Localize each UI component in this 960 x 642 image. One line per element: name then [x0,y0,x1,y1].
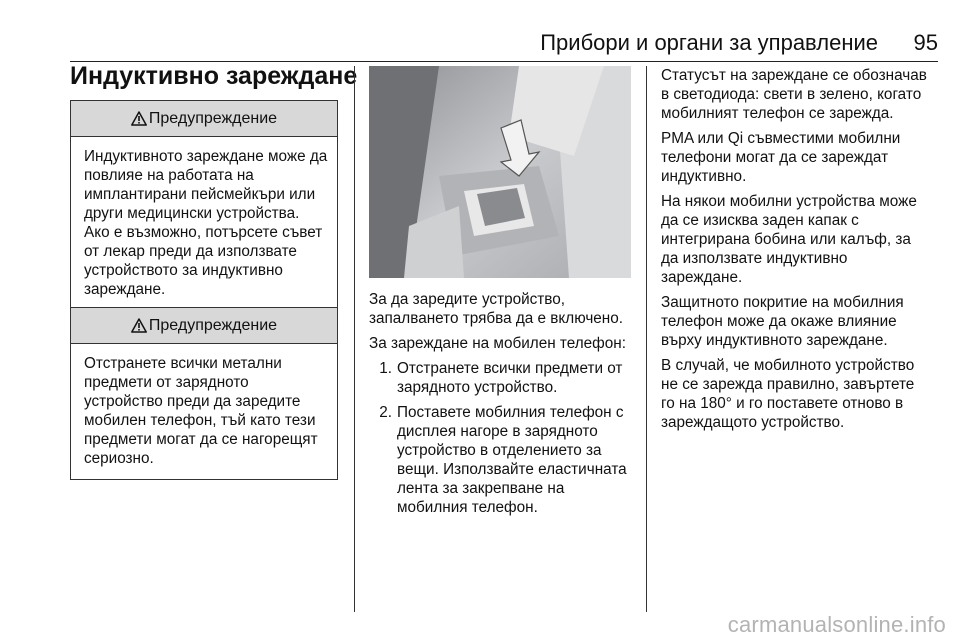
column-divider-1 [354,66,355,612]
warning-triangle-icon [131,318,147,333]
warning-heading-text: Предупреждение [148,109,278,127]
warning-box-1 [70,100,338,311]
list-item [369,359,637,397]
warning-heading-text: Предупреждение [148,316,278,334]
step-number: 1. [379,360,392,377]
steps-list [369,359,637,517]
column-divider-2 [646,66,647,612]
column-3 [661,66,931,438]
warning-text: Индуктивното зареждане може да повлияе на работата на имплантирани пейсмейкъри или други медицински устройства. Ако е възможно, потърсете съвет от лекар преди да използвате устройството за индуктивно зареждане. [84,148,328,298]
charging-compartment-illustration [369,66,631,278]
section-title: Индуктивно зареждане [70,62,358,90]
step-number: 2. [379,404,392,421]
paragraph: В случай, че мобилното устройство не се зарежда правилно, завъртете го на 180° и го поставете отново в зареждащото устройство. [661,357,915,431]
paragraph: За да заредите устройство, запалването трябва да е включено. [369,291,624,327]
paragraph: За зареждане на мобилен телефон: [369,335,626,352]
page-number: 95 [913,30,938,55]
page-header [70,30,938,62]
step-text: Поставете мобилния телефон с дисплея нагоре в зарядното устройство в отделението за вещи. Използвайте еластичната лента за закрепване на мобилния телефон. [397,404,627,516]
warning-text: Отстранете всички метални предмети от зарядното устройство преди да заредите мобилен телефон, тъй като тези предмети могат да се нагорещят сериозно. [84,355,318,467]
step-text: Отстранете всички предмети от зарядното устройство. [397,360,623,396]
paragraph: Защитното покритие на мобилния телефон може да окаже влияние върху индуктивното зареждане. [661,294,904,349]
column-2 [369,290,637,523]
charging-compartment-photo [369,66,631,278]
paragraph: На някои мобилни устройства може да се изисква заден капак с интегрирана бобина или калъф, за да използвате индуктивно зареждане. [661,193,917,286]
warning-triangle-icon [131,111,147,126]
header-title: Прибори и органи за управление [540,30,878,55]
list-item [369,403,637,517]
warning-box-2 [70,307,338,480]
paragraph: Статусът на зареждане се обозначав в светодиода: свети в зелено, когато мобилният телефон се зарежда. [661,67,927,122]
paragraph: PMA или Qi съвместими мобилни телефони могат да се зареждат индуктивно. [661,130,901,185]
warning-heading [71,101,337,137]
watermark: carmanualsonline.info [727,612,946,637]
warning-heading [71,308,337,344]
